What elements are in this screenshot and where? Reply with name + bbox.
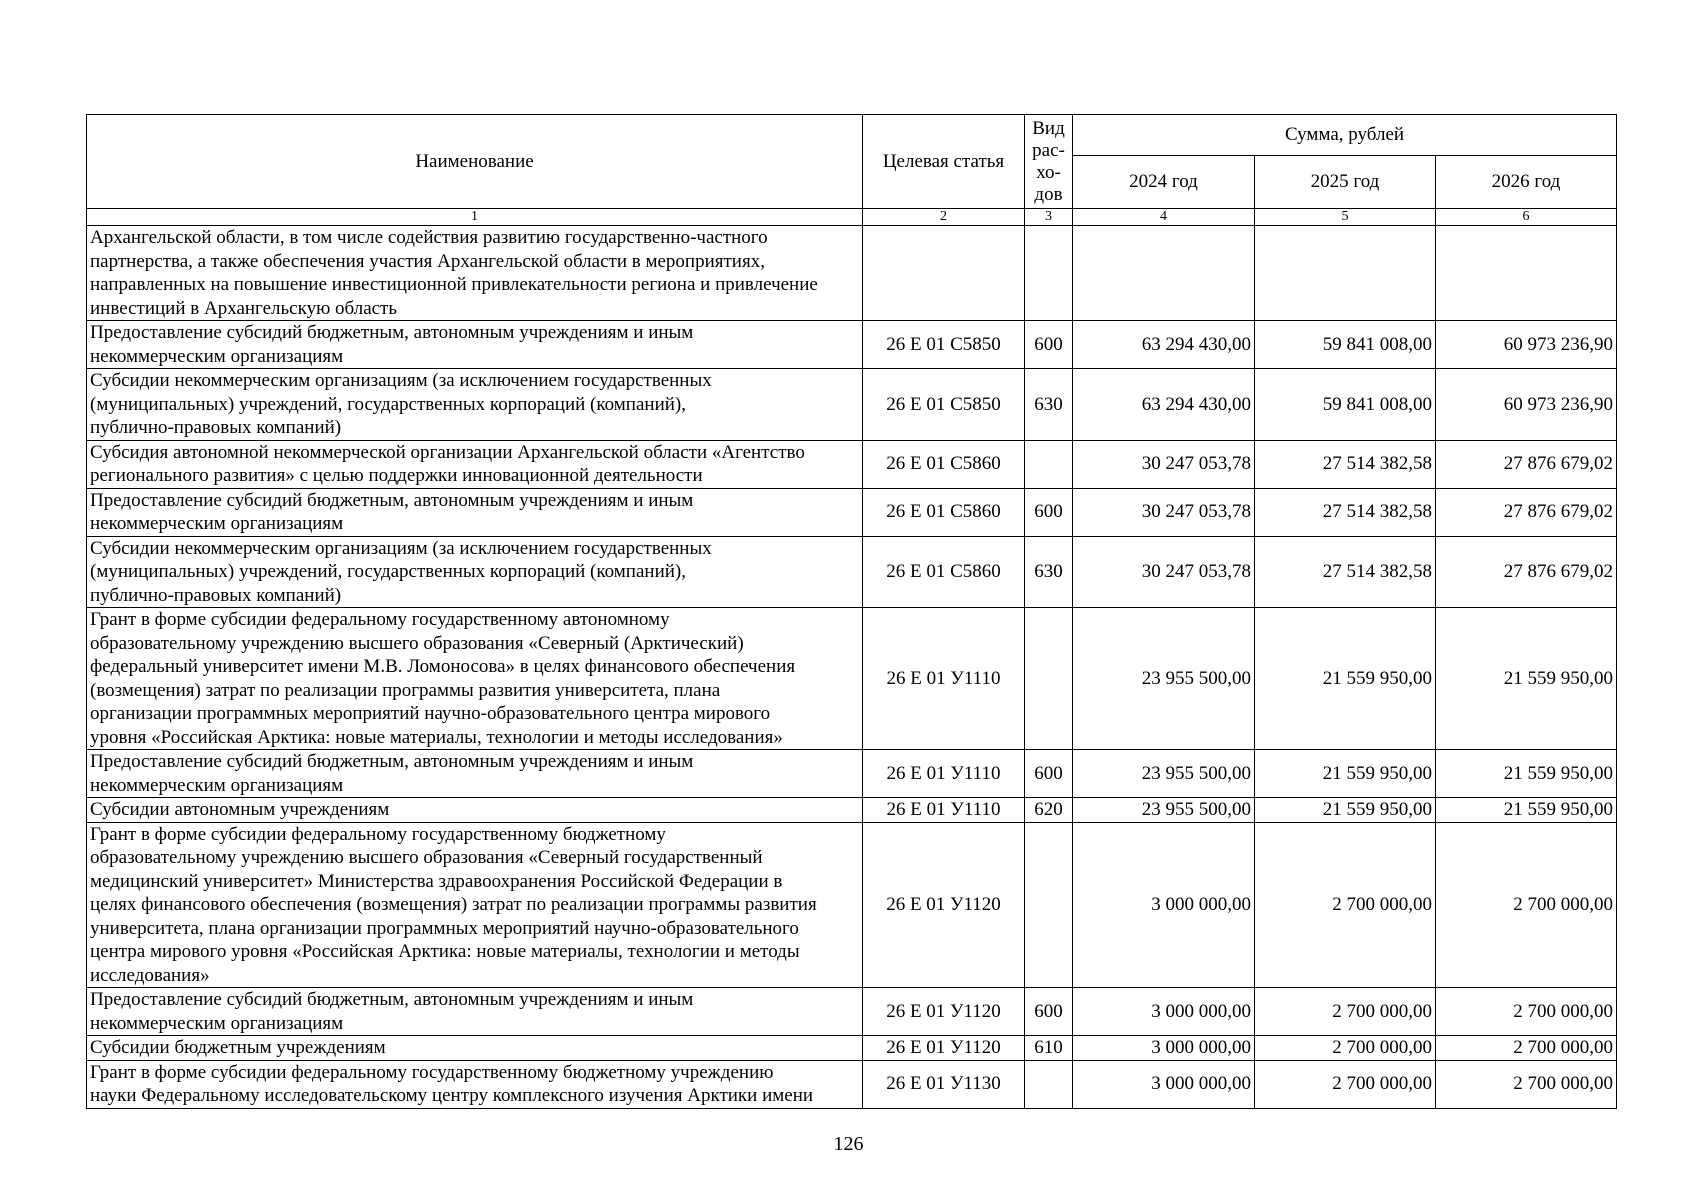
row-expense-kind: 620 [1025, 798, 1073, 823]
row-expense-kind [1025, 226, 1073, 321]
row-amount-2024: 30 247 053,78 [1073, 536, 1255, 608]
row-amount-2024: 30 247 053,78 [1073, 440, 1255, 488]
row-expense-kind: 600 [1025, 321, 1073, 369]
table-row [87, 536, 1617, 608]
row-amount-2026 [1436, 226, 1617, 321]
table-row [87, 1060, 1617, 1108]
header-year-2024: 2024 год [1073, 156, 1255, 209]
column-number: 1 [87, 209, 863, 226]
row-amount-2025: 59 841 008,00 [1255, 369, 1436, 441]
row-amount-2024: 63 294 430,00 [1073, 321, 1255, 369]
row-target-code: 26 Е 01 У1110 [863, 798, 1025, 823]
table-row [87, 226, 1617, 321]
row-expense-kind: 630 [1025, 369, 1073, 441]
table-row [87, 1036, 1617, 1061]
row-target-code: 26 Е 01 У1110 [863, 750, 1025, 798]
table-row [87, 798, 1617, 823]
row-name: Предоставление субсидий бюджетным, автономным учреждениям и иным некоммерческим организациям [87, 988, 863, 1036]
row-expense-kind: 600 [1025, 488, 1073, 536]
table-row [87, 321, 1617, 369]
row-amount-2024: 3 000 000,00 [1073, 988, 1255, 1036]
row-target-code: 26 Е 01 У1120 [863, 988, 1025, 1036]
row-amount-2025: 59 841 008,00 [1255, 321, 1436, 369]
row-amount-2025: 27 514 382,58 [1255, 488, 1436, 536]
row-amount-2026: 60 973 236,90 [1436, 369, 1617, 441]
row-name: Субсидия автономной некоммерческой организации Архангельской области «Агентство регионального развития» с целью поддержки инновационной деятельности [87, 440, 863, 488]
header-target: Целевая статья [863, 115, 1025, 209]
row-target-code: 26 Е 01 У1130 [863, 1060, 1025, 1108]
table-row [87, 750, 1617, 798]
row-target-code: 26 Е 01 У1120 [863, 1036, 1025, 1061]
row-amount-2024: 3 000 000,00 [1073, 1036, 1255, 1061]
column-number: 3 [1025, 209, 1073, 226]
row-name: Предоставление субсидий бюджетным, автономным учреждениям и иным некоммерческим организациям [87, 321, 863, 369]
header-name: Наименование [87, 115, 863, 209]
header-year-2025: 2025 год [1255, 156, 1436, 209]
row-target-code: 26 Е 01 С5860 [863, 536, 1025, 608]
row-amount-2025 [1255, 226, 1436, 321]
row-amount-2024: 3 000 000,00 [1073, 1060, 1255, 1108]
row-amount-2026: 2 700 000,00 [1436, 988, 1617, 1036]
header-year-2026: 2026 год [1436, 156, 1617, 209]
table-row [87, 369, 1617, 441]
row-amount-2025: 21 559 950,00 [1255, 798, 1436, 823]
row-target-code [863, 226, 1025, 321]
row-amount-2025: 2 700 000,00 [1255, 988, 1436, 1036]
row-amount-2024: 23 955 500,00 [1073, 798, 1255, 823]
row-amount-2024: 23 955 500,00 [1073, 608, 1255, 750]
row-amount-2026: 27 876 679,02 [1436, 488, 1617, 536]
row-amount-2024: 63 294 430,00 [1073, 369, 1255, 441]
row-amount-2024: 23 955 500,00 [1073, 750, 1255, 798]
row-amount-2026: 27 876 679,02 [1436, 536, 1617, 608]
row-expense-kind [1025, 608, 1073, 750]
row-name: Грант в форме субсидии федеральному государственному автономному образовательному учреждению высшего образования «Северный (Арктический) федеральный университет имени М.В. Ломоносова» в целях финансового обеспечения (возмещения) затрат по реализации программы развития университета, плана организации программных мероприятий научно-образовательного центра мирового уровня «Российская Арктика: новые материалы, технологии и методы исследования» [87, 608, 863, 750]
table-body [87, 209, 1617, 1109]
row-name: Грант в форме субсидии федеральному государственному бюджетному учреждению науки Федеральному исследовательскому центру комплексного изучения Арктики имени [87, 1060, 863, 1108]
row-expense-kind: 600 [1025, 988, 1073, 1036]
row-amount-2026: 2 700 000,00 [1436, 1060, 1617, 1108]
row-name: Субсидии бюджетным учреждениям [87, 1036, 863, 1061]
column-number: 5 [1255, 209, 1436, 226]
column-number: 6 [1436, 209, 1617, 226]
row-amount-2026: 21 559 950,00 [1436, 608, 1617, 750]
column-number: 2 [863, 209, 1025, 226]
column-number: 4 [1073, 209, 1255, 226]
row-expense-kind: 610 [1025, 1036, 1073, 1061]
row-target-code: 26 Е 01 У1110 [863, 608, 1025, 750]
row-amount-2026: 21 559 950,00 [1436, 798, 1617, 823]
row-amount-2024: 3 000 000,00 [1073, 822, 1255, 988]
row-amount-2024 [1073, 226, 1255, 321]
table-row [87, 988, 1617, 1036]
row-target-code: 26 Е 01 С5850 [863, 321, 1025, 369]
row-target-code: 26 Е 01 С5850 [863, 369, 1025, 441]
row-amount-2025: 27 514 382,58 [1255, 536, 1436, 608]
row-amount-2025: 2 700 000,00 [1255, 822, 1436, 988]
row-amount-2026: 27 876 679,02 [1436, 440, 1617, 488]
row-name: Предоставление субсидий бюджетным, автономным учреждениям и иным некоммерческим организациям [87, 488, 863, 536]
row-name: Субсидии некоммерческим организациям (за исключением государственных (муниципальных) учреждений, государственных корпораций (компаний), публично-правовых компаний) [87, 369, 863, 441]
column-number-row [87, 209, 1617, 226]
row-amount-2026: 21 559 950,00 [1436, 750, 1617, 798]
page-number: 126 [833, 1133, 864, 1155]
row-name: Субсидии автономным учреждениям [87, 798, 863, 823]
row-expense-kind [1025, 1060, 1073, 1108]
header-row-top [87, 115, 1617, 156]
row-amount-2024: 30 247 053,78 [1073, 488, 1255, 536]
row-expense-kind [1025, 440, 1073, 488]
row-expense-kind: 630 [1025, 536, 1073, 608]
header-kind: Вид рас-хо-дов [1025, 115, 1073, 209]
row-name: Архангельской области, в том числе содействия развитию государственно-частного партнерства, а также обеспечения участия Архангельской области в мероприятиях, направленных на повышение инвестиционной привлекательности региона и привлечение инвестиций в Архангельскую область [87, 226, 863, 321]
table-row [87, 608, 1617, 750]
row-amount-2026: 2 700 000,00 [1436, 1036, 1617, 1061]
row-target-code: 26 Е 01 С5860 [863, 440, 1025, 488]
table-row [87, 440, 1617, 488]
row-amount-2026: 60 973 236,90 [1436, 321, 1617, 369]
row-amount-2025: 2 700 000,00 [1255, 1036, 1436, 1061]
row-name: Предоставление субсидий бюджетным, автономным учреждениям и иным некоммерческим организациям [87, 750, 863, 798]
budget-table [86, 114, 1617, 1109]
row-expense-kind: 600 [1025, 750, 1073, 798]
row-name: Субсидии некоммерческим организациям (за исключением государственных (муниципальных) учреждений, государственных корпораций (компаний), публично-правовых компаний) [87, 536, 863, 608]
row-target-code: 26 Е 01 У1120 [863, 822, 1025, 988]
row-amount-2026: 2 700 000,00 [1436, 822, 1617, 988]
row-amount-2025: 2 700 000,00 [1255, 1060, 1436, 1108]
table-row [87, 488, 1617, 536]
table-row [87, 822, 1617, 988]
row-amount-2025: 21 559 950,00 [1255, 608, 1436, 750]
row-amount-2025: 27 514 382,58 [1255, 440, 1436, 488]
row-expense-kind [1025, 822, 1073, 988]
row-target-code: 26 Е 01 С5860 [863, 488, 1025, 536]
row-name: Грант в форме субсидии федеральному государственному бюджетному образовательному учреждению высшего образования «Северный государственный медицинский университет» Министерства здравоохранения Российской Федерации в целях финансового обеспечения (возмещения) затрат по реализации программы развития университета, плана организации программных мероприятий научно-образовательного центра мирового уровня «Российская Арктика: новые материалы, технологии и методы исследования» [87, 822, 863, 988]
row-amount-2025: 21 559 950,00 [1255, 750, 1436, 798]
header-sum: Сумма, рублей [1073, 115, 1617, 156]
